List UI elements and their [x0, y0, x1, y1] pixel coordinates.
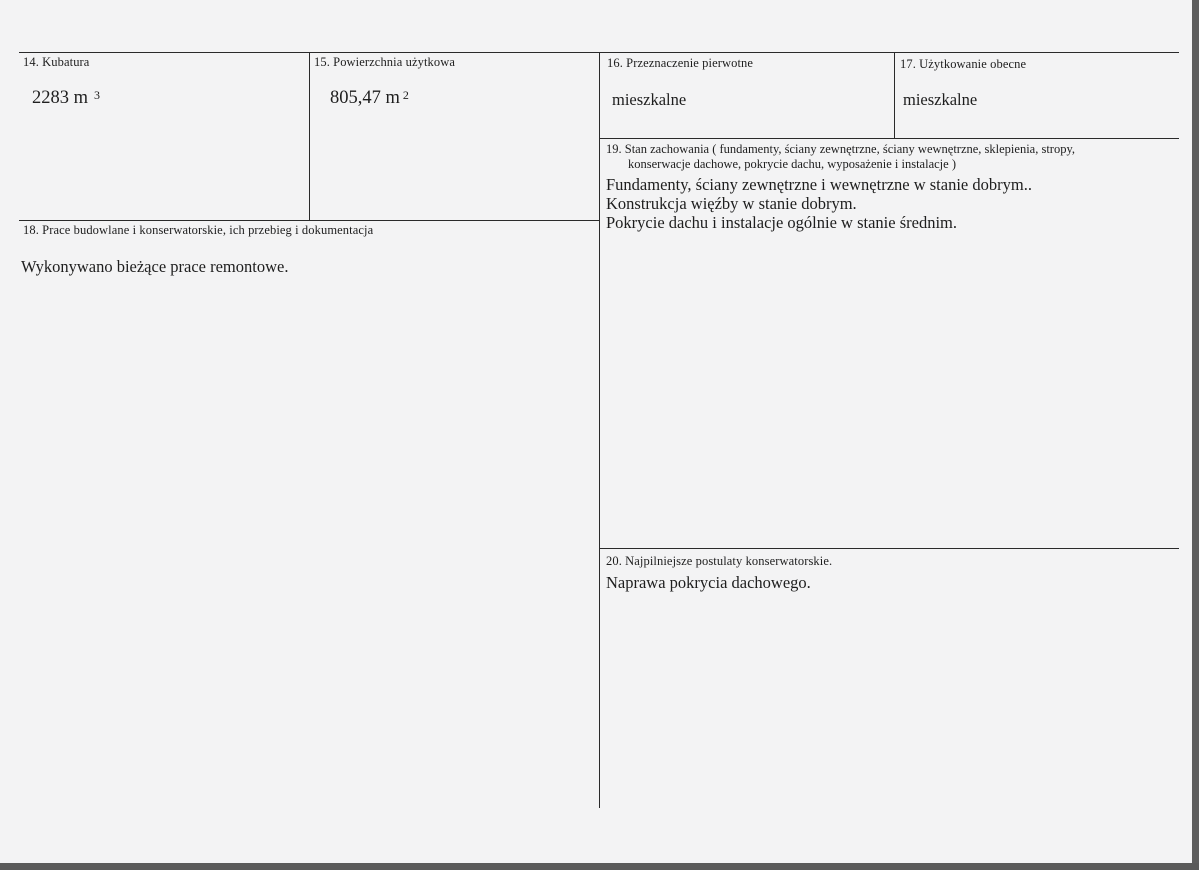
field-15-label: 15. Powierzchnia użytkowa	[314, 55, 456, 69]
rule-above-20	[599, 548, 1179, 549]
divider-14-15	[309, 52, 310, 220]
scan-edge-right	[1192, 0, 1199, 870]
scan-edge-bottom	[0, 863, 1199, 870]
field-16-value: mieszkalne	[612, 90, 687, 109]
field-19-label	[606, 142, 1178, 172]
field-19-line-2: Konstrukcja więźby w stanie dobrym.	[606, 194, 857, 213]
rule-above-18	[19, 220, 599, 221]
field-16-label: 16. Przeznaczenie pierwotne	[607, 56, 754, 70]
field-15-value-text: 805,47 m	[330, 88, 400, 108]
field-14-value	[32, 88, 100, 109]
divider-16-17	[894, 52, 895, 138]
rule-below-16-17	[599, 138, 1179, 139]
field-14-unit-exponent: 3	[94, 88, 101, 102]
field-17-label: 17. Użytkowanie obecne	[900, 57, 1027, 71]
field-19-label-line2: konserwacje dachowe, pokrycie dachu, wyposażenie i instalacje )	[628, 157, 956, 171]
divider-left-right	[599, 52, 600, 808]
field-19-line-1: Fundamenty, ściany zewnętrzne i wewnętrzne w stanie dobrym..	[606, 175, 1032, 194]
field-17-value: mieszkalne	[903, 90, 978, 109]
field-20-value: Naprawa pokrycia dachowego.	[606, 573, 811, 592]
field-18-label: 18. Prace budowlane i konserwatorskie, ich przebieg i dokumentacja	[23, 223, 374, 237]
field-18-value: Wykonywano bieżące prace remontowe.	[21, 257, 289, 276]
field-19-line-3: Pokrycie dachu i instalacje ogólnie w stanie średnim.	[606, 213, 957, 232]
field-20-label: 20. Najpilniejsze postulaty konserwatorskie.	[606, 554, 833, 568]
field-14-value-text: 2283 m	[32, 88, 89, 108]
field-19-label-line1: 19. Stan zachowania ( fundamenty, ściany zewnętrzne, ściany wewnętrzne, sklepienia, stropy,	[606, 142, 1076, 156]
field-15-unit-exponent: 2	[402, 88, 409, 102]
field-14-label: 14. Kubatura	[23, 55, 90, 69]
field-15-value	[330, 88, 409, 109]
